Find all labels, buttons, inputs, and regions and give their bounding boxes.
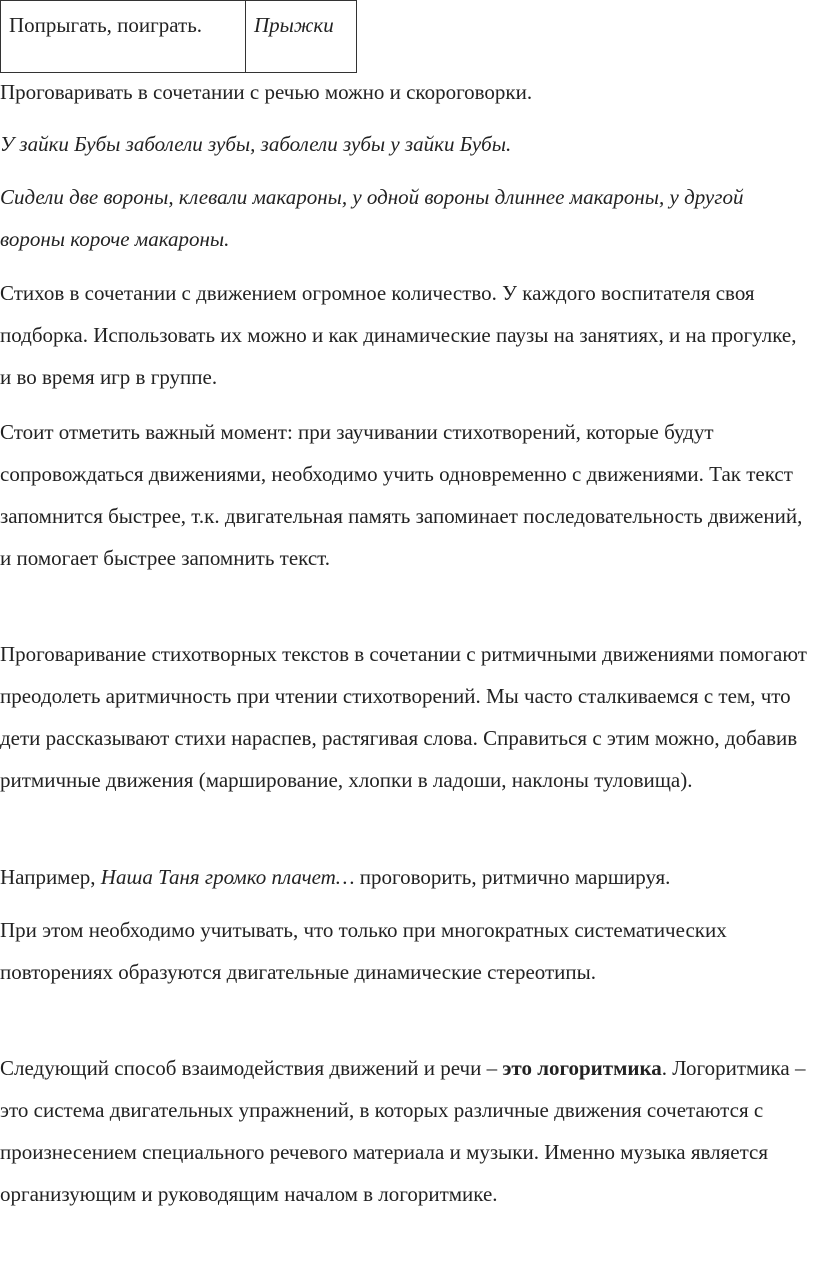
paragraph-tongue-twister-1: У зайки Бубы заболели зубы, заболели зубы у зайки Бубы. [0,132,512,156]
example-lead: Например, [0,865,101,889]
table-row [1,1,357,73]
logorhythmics-tail: . Логоритмика – это система двигательных упражнений, в которых различные движения сочетаются с произнесением специального речевого материала и музыки. Именно музыка является организующим и руководящим началом в логоритмике. [0,1056,806,1206]
paragraph-tongue-twister-2: Сидели две вороны, клевали макароны, у одной вороны длиннее макароны, у другой вороны короче макароны. [0,185,744,251]
paragraph-logorhythmics [0,1047,812,1215]
paragraph-stereotypes: При этом необходимо учитывать, что только при многократных систематических повторениях образуются двигательные динамические стереотипы. [0,918,727,984]
paragraph-poems-with-movement: Стихов в сочетании с движением огромное количество. У каждого воспитателя своя подборка. Использовать их можно и как динамические паузы на занятиях, и на прогулке, и во время игр в группе. [0,281,797,389]
logorhythmics-lead: Следующий способ взаимодействия движений и речи – [0,1056,503,1080]
table-cell-type: Прыжки [246,1,357,73]
paragraph-example [0,856,812,898]
paragraph-rhythmic-movement: Проговаривание стихотворных текстов в сочетании с ритмичными движениями помогают преодолеть аритмичность при чтении стихотворений. Мы часто сталкиваемся с тем, что дети рассказывают стихи нараспев, растягивая слова. Справиться с этим можно, добавив ритмичные движения (марширование, хлопки в ладоши, наклоны туловища). [0,642,807,792]
example-poem-title: Наша Таня громко плачет… [100,865,355,889]
activity-table [0,0,357,73]
logorhythmics-term: это логоритмика [502,1056,662,1080]
example-tail: проговорить, ритмично маршируя. [354,865,671,889]
paragraph-tongue-twisters-intro: Проговаривать в сочетании с речью можно и скороговорки. [0,80,533,104]
paragraph-memorization: Стоит отметить важный момент: при заучивании стихотворений, которые будут сопровождаться движениями, необходимо учить одновременно с движениями. Так текст запомнится быстрее, т.к. двигательная память запоминает последовательность движений, и помогает быстрее запомнить текст. [0,420,803,570]
table-cell-activity: Попрыгать, поиграть. [1,1,246,73]
